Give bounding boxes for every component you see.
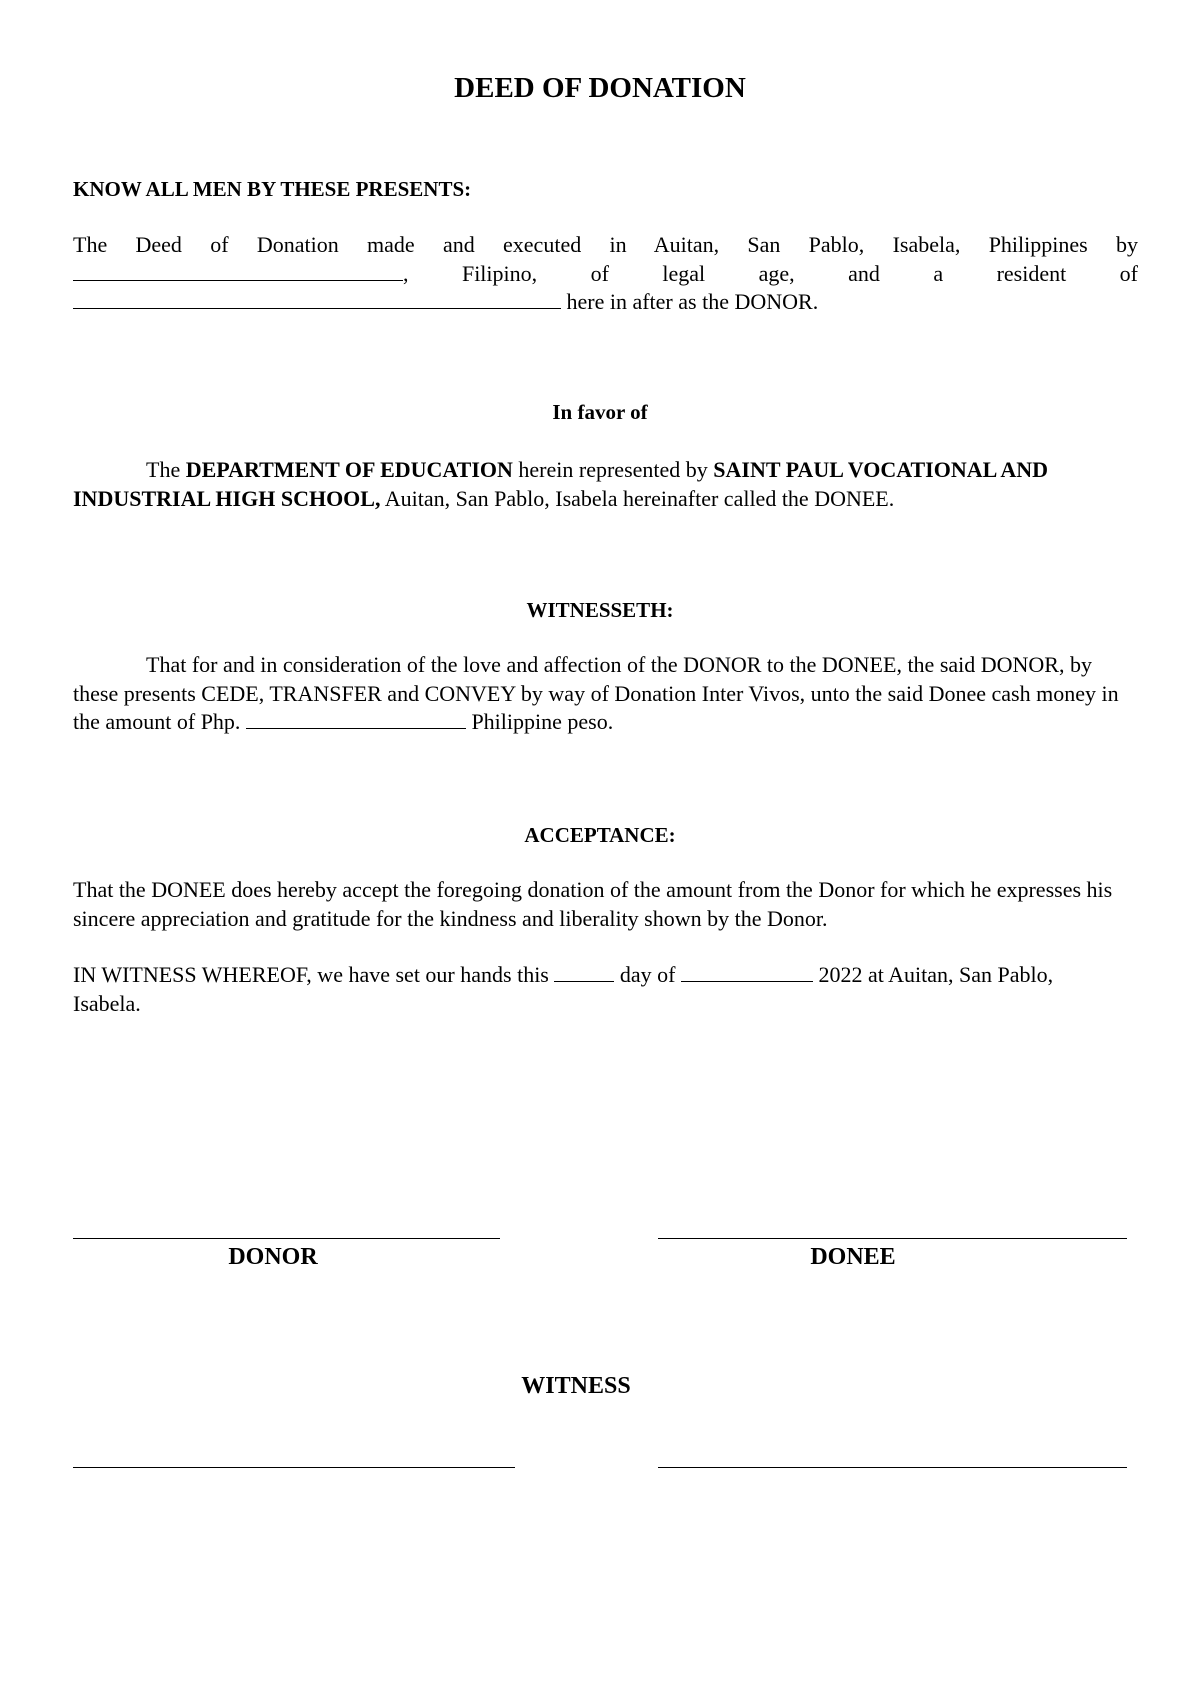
- witness-heading: WITNESS: [521, 1373, 631, 1399]
- donee-signature-line[interactable]: [658, 1238, 1127, 1239]
- witnesseth-text-2: Philippine peso.: [465, 709, 614, 734]
- donee-paragraph: [73, 456, 1138, 513]
- donor-residence-blank[interactable]: [73, 288, 561, 309]
- month-blank[interactable]: [681, 961, 813, 982]
- intro-paragraph: [73, 231, 1138, 317]
- acceptance-paragraph: That the DONEE does hereby accept the foregoing donation of the amount from the Donor for which he expresses his sincere appreciation and gratitude for the kindness and liberality shown by the Donor.: [73, 877, 1113, 931]
- document-title: DEED OF DONATION: [454, 72, 746, 104]
- donor-label: DONOR: [228, 1244, 318, 1270]
- witness-1-signature-line[interactable]: [73, 1467, 515, 1468]
- in-witness-text-1: IN WITNESS WHEREOF, we have set our hands this: [73, 962, 555, 987]
- preamble-heading: KNOW ALL MEN BY THESE PRESENTS:: [73, 177, 472, 201]
- witnesseth-paragraph: [73, 651, 1138, 737]
- donee-school: SAINT PAUL VOCATIONAL AND INDUSTRIAL HIGH SCHOOL,: [73, 457, 1049, 511]
- in-witness-text-2: day of: [614, 962, 681, 987]
- intro-text-1: The Deed of Donation made and executed in Auitan, San Pablo, Isabela, Philippines by: [73, 232, 1138, 257]
- donee-suffix: Auitan, San Pablo, Isabela hereinafter called the DONEE.: [380, 485, 895, 511]
- donee-org: DEPARTMENT OF EDUCATION: [185, 457, 513, 482]
- intro-text-2: , Filipino, of legal age, and a resident of: [403, 260, 1138, 286]
- witness-2-signature-line[interactable]: [658, 1467, 1127, 1468]
- donee-prefix: The: [146, 457, 186, 482]
- donee-middle: herein represented by: [512, 457, 714, 482]
- witnesseth-text-1: That for and in consideration of the love and affection of the DONOR to the DONEE, the said DONOR, by these presents CEDE, TRANSFER and CONVEY by way of Donation Inter Vivos, unto the said Donee cash money in the amount of Php.: [73, 652, 1119, 734]
- in-witness-text-3: 2022 at Auitan, San Pablo, Isabela.: [73, 962, 1054, 1016]
- donee-label: DONEE: [810, 1244, 896, 1270]
- amount-blank[interactable]: [246, 708, 466, 729]
- in-witness-paragraph: [73, 961, 1083, 1018]
- acceptance-heading: ACCEPTANCE:: [524, 823, 676, 847]
- donor-signature-line[interactable]: [73, 1238, 500, 1239]
- donor-name-blank[interactable]: [73, 260, 403, 281]
- day-blank[interactable]: [554, 961, 614, 982]
- in-favor-heading: In favor of: [552, 400, 648, 424]
- intro-text-3: here in after as the DONOR.: [561, 289, 819, 314]
- witnesseth-heading: WITNESSETH:: [526, 598, 674, 622]
